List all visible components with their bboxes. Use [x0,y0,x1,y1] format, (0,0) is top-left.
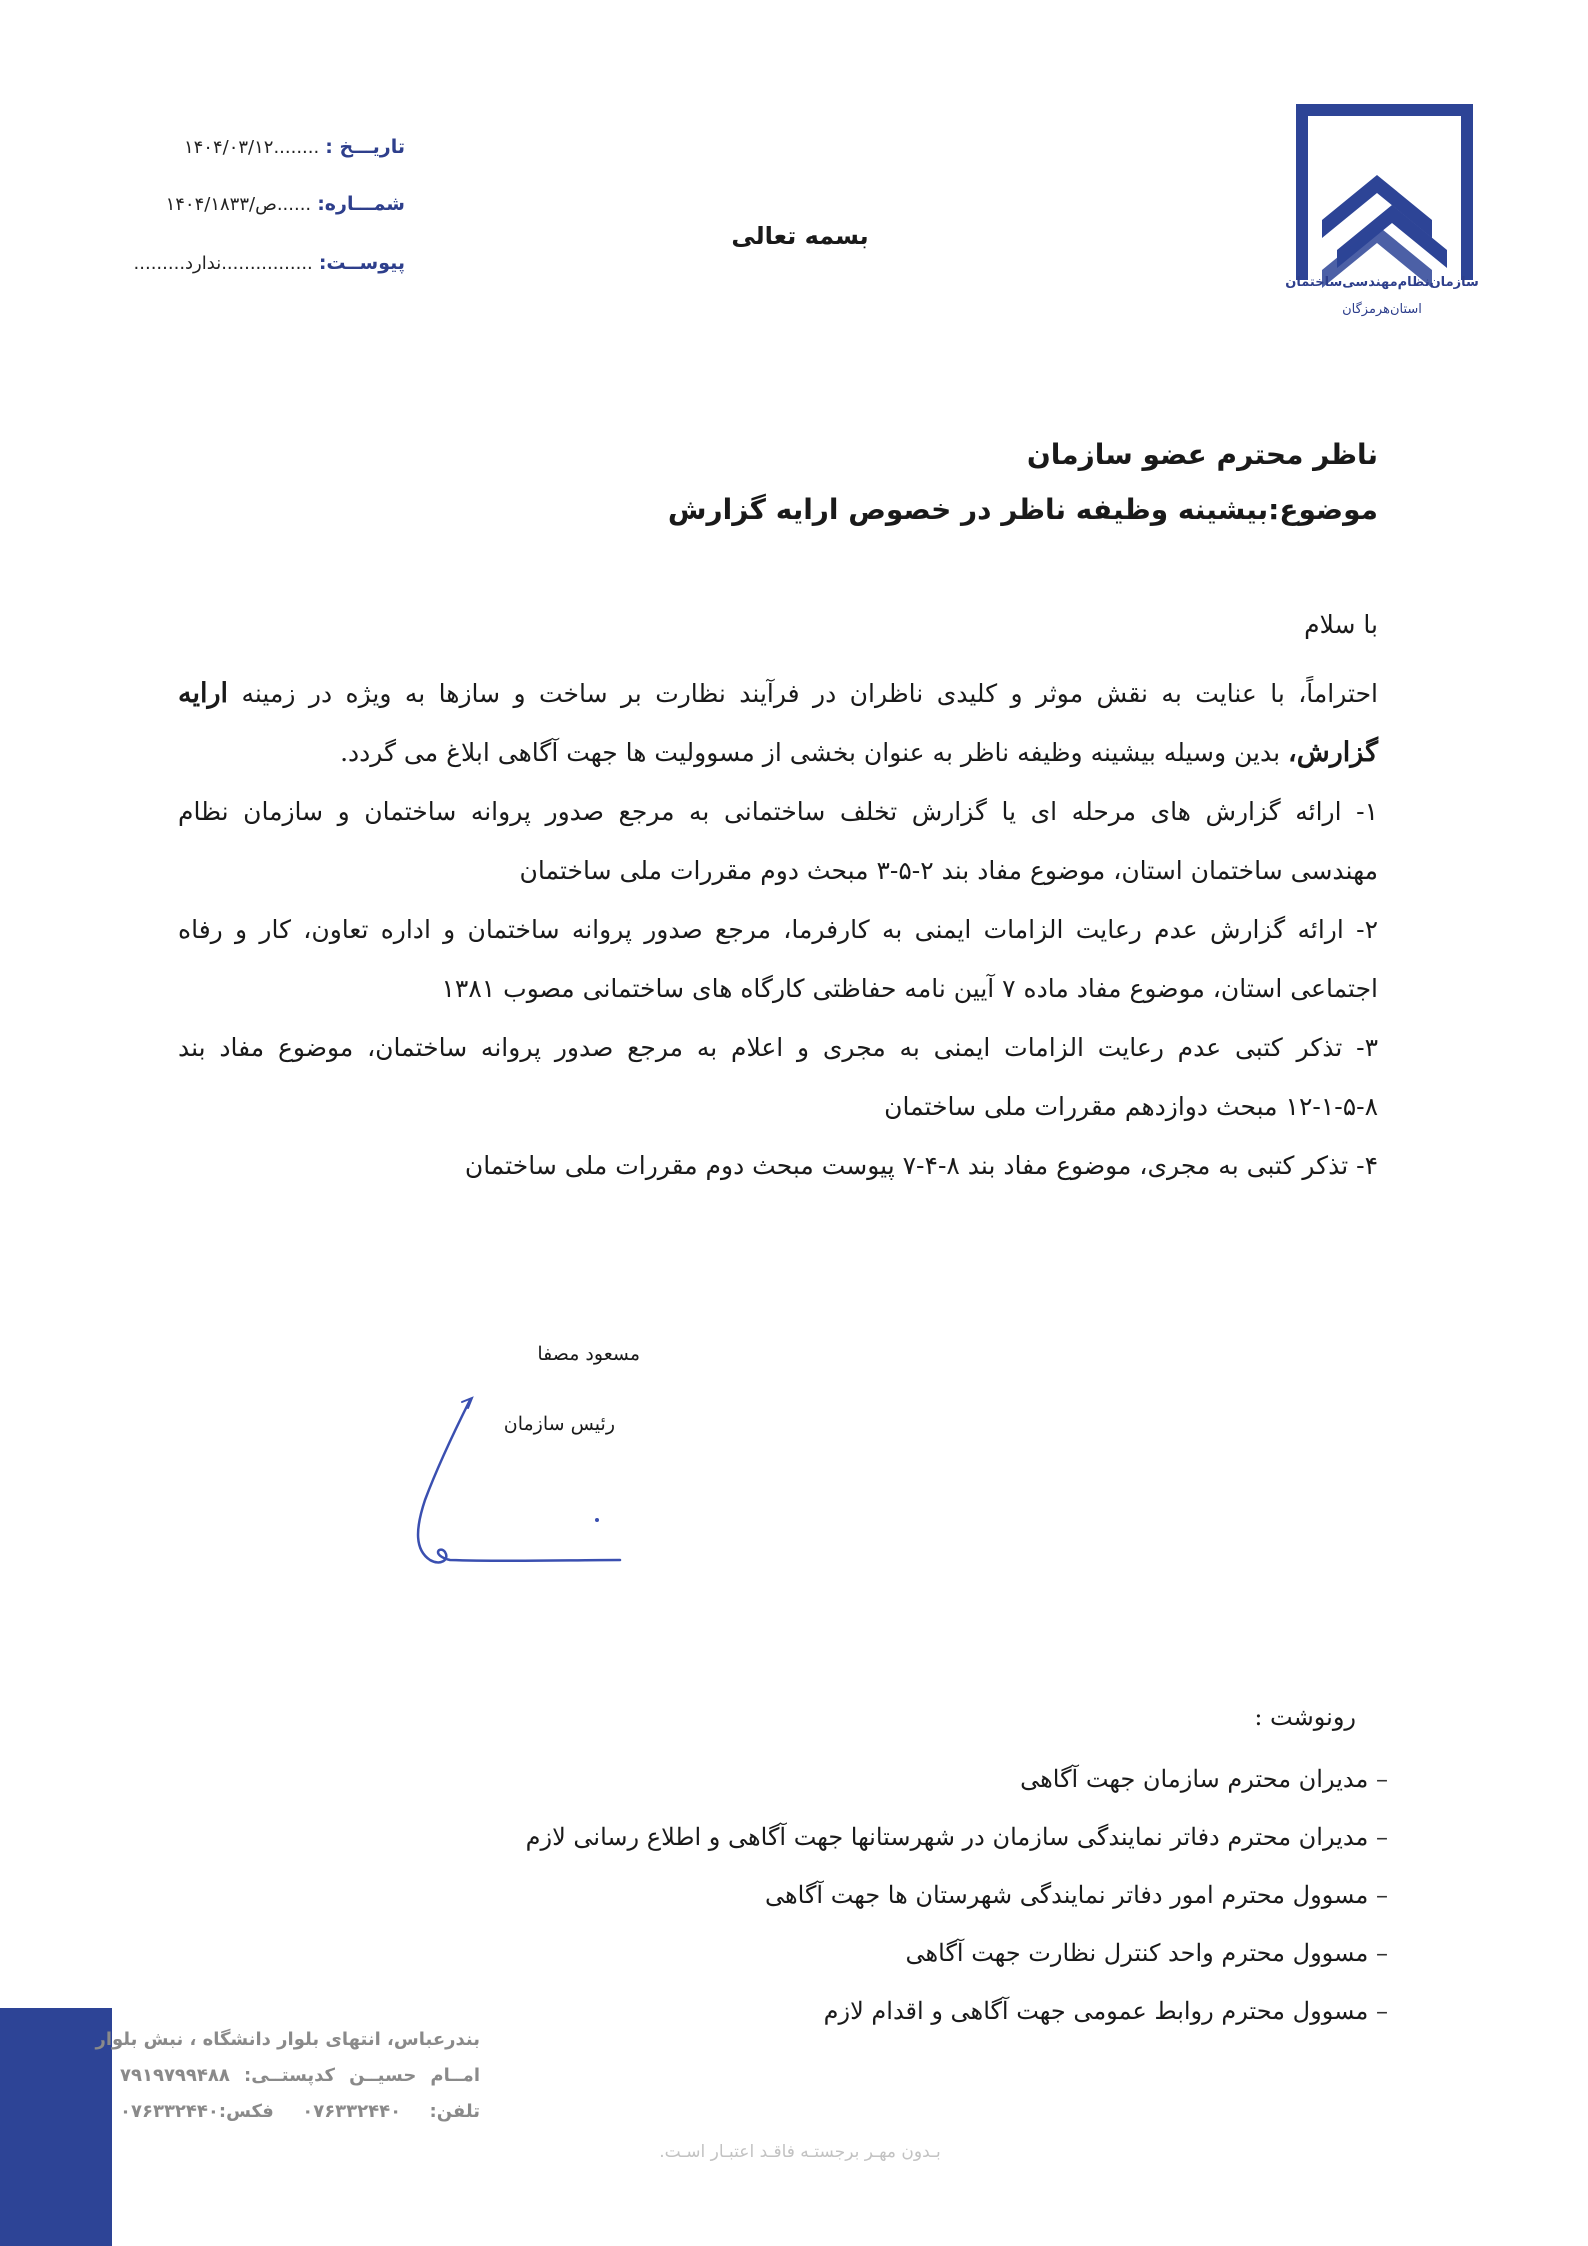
organization-logo [1282,100,1482,330]
signatory-title: رئیس سازمان [503,1413,615,1435]
address-line-1: بندرعباس، انتهای بلوار دانشگاه ، نبش بلوار [95,2029,480,2050]
handwritten-signature [400,1380,640,1580]
attachment-label: پیوســت: [318,252,405,274]
cc-item: – مدیران محترم دفاتر نمایندگی سازمان در شهرستانها جهت آگاهی و اطلاع رسانی لازم [526,1808,1388,1866]
number-value: ......ص/۱۴۰۴/۱۸۳۳ [165,194,312,215]
bismillah-heading: بسمه تعالی [731,222,869,250]
greeting: با سلام [1304,610,1378,639]
logo-text-line1: سازمان‌نظام‌مهندسی‌ساختمان [1285,275,1479,290]
logo-text-line2: استان‌هرمزگان [1342,302,1422,317]
item-2-line-2: اجتماعی استان، موضوع مفاد ماده ۷ آیین نامه حفاظتی کارگاه های ساختمانی مصوب ۱۳۸۱ [441,974,1378,1003]
attachment-value: ................ندارد......... [133,253,313,274]
cc-item: – مسوول محترم روابط عمومی جهت آگاهی و اقدام لازم [526,1982,1388,2040]
addressee: ناظر محترم عضو سازمان [1026,438,1378,471]
date-label: تاریـــخ : [325,136,405,158]
intro-line-2: گزارش، بدین وسیله بیشینه وظیفه ناظر به عنوان بخشی از مسوولیت ها جهت آگاهی ابلاغ می گردد. [340,737,1378,768]
item-3-line-1: ۳- تذکر کتبی عدم رعایت الزامات ایمنی به مجری و اعلام به مرجع صدور پروانه ساختمان، موضوع مفاد بند [178,1033,1378,1062]
subject-line: موضوع:بیشینه وظیفه ناظر در خصوص ارایه گزارش [667,493,1378,526]
contact-info [95,2022,480,2130]
cc-item: – مسوول محترم امور دفاتر نمایندگی شهرستان ها جهت آگاهی [526,1866,1388,1924]
cc-heading: رونوشت : [1254,1703,1356,1731]
date-row [105,136,405,158]
item-1-line-2: مهندسی ساختمان استان، موضوع مفاد بند ۲-۵-۳ مبحث دوم مقررات ملی ساختمان [519,856,1378,885]
date-value: ........۱۴۰۴/۰۳/۱۲ [183,137,320,158]
number-label: شمـــاره: [317,193,405,215]
intro-line-1: احتراماً، با عنایت به نقش موثر و کلیدی ناظران در فرآیند نظارت بر ساخت و سازها به ویژه در زمینه ارایه [178,678,1378,709]
address-line-2: امــام حسیــن کدپستــی: ۷۹۱۹۷۹۹۴۸۸ [120,2065,480,2086]
item-2-line-1: ۲- ارائه گزارش عدم رعایت الزامات ایمنی به کارفرما، مرجع صدور پروانه ساختمان و اداره تعاون، کار و رفاه [178,915,1378,944]
item-1-line-1: ۱- ارائه گزارش های مرحله ای یا گزارش تخلف ساختمانی به مرجع صدور پروانه ساختمان و سازمان نظام [178,797,1378,826]
cc-item: – مسوول محترم واحد کنترل نظارت جهت آگاهی [526,1924,1388,1982]
phone-fax-line: تلفن: ۰۷۶۳۳۲۴۴۰ فکس:۰۷۶۳۳۲۴۴۰ [120,2101,480,2122]
cc-list [526,1750,1388,2040]
number-row [105,193,405,215]
signatory-name: مسعود مصفا [537,1343,640,1365]
attachment-row [105,252,405,274]
item-4-line-1: ۴- تذکر کتبی به مجری، موضوع مفاد بند ۸-۴-۷ پیوست مبحث دوم مقررات ملی ساختمان [464,1151,1378,1180]
item-3-line-2: ۱۲-۱-۵-۸ مبحث دوازدهم مقررات ملی ساختمان [884,1092,1378,1121]
cc-item: – مدیران محترم سازمان جهت آگاهی [526,1750,1388,1808]
validity-note: بـدون مهـر برجستـه فاقـد اعتبـار اسـت. [659,2142,941,2162]
letter-body [178,664,1378,1195]
